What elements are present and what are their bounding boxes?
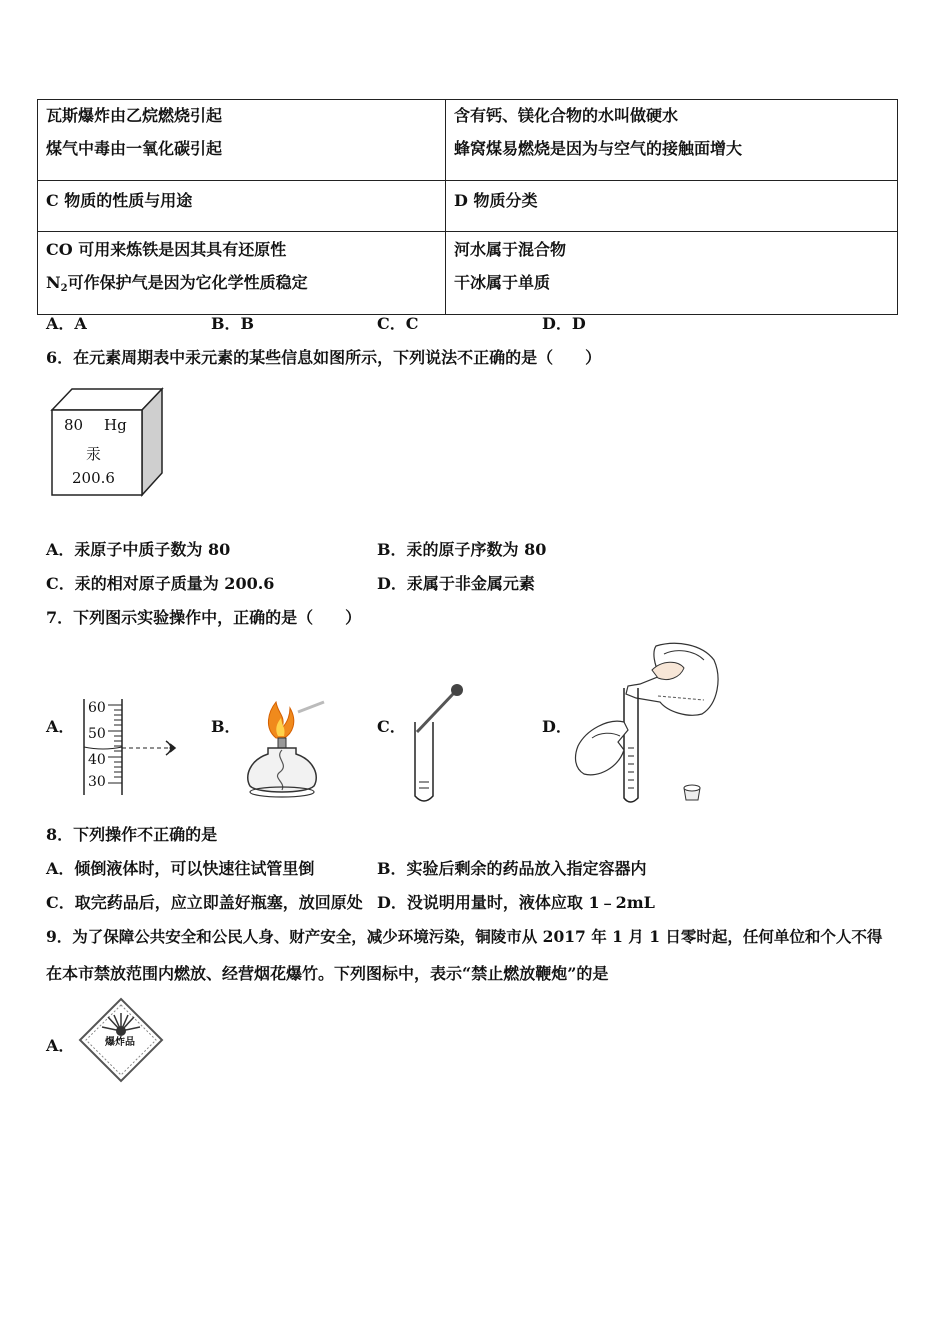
table-cell bbox=[38, 232, 446, 315]
q6-option-d[interactable]: D．汞属于非金属元素 bbox=[377, 574, 535, 593]
q8-stem: 8．下列操作不正确的是 bbox=[46, 825, 218, 844]
explosive-warning-sign bbox=[78, 997, 164, 1083]
q9-stem-line2: 在本市禁放范围内燃放、经营烟花爆竹。下列图标中，表示“禁止燃放鞭炮”的是 bbox=[46, 964, 609, 983]
graduated-cylinder-figure bbox=[78, 695, 188, 800]
q5-option-c[interactable]: C．C bbox=[377, 314, 419, 333]
element-cube-figure bbox=[48, 385, 168, 500]
cell-heading: C 物质的性质与用途 bbox=[46, 191, 193, 210]
tick-label: 50 bbox=[88, 726, 106, 742]
q5-option-a[interactable]: A．A bbox=[46, 314, 87, 333]
table-row bbox=[38, 232, 898, 315]
q6-option-a[interactable]: A．汞原子中质子数为 80 bbox=[46, 540, 231, 559]
cell-heading: D 物质分类 bbox=[454, 191, 538, 210]
q8-option-b[interactable]: B．实验后剩余的药品放入指定容器内 bbox=[377, 859, 647, 878]
q6-option-b[interactable]: B．汞的原子序数为 80 bbox=[377, 540, 547, 559]
cell-line: 干冰属于单质 bbox=[454, 273, 551, 292]
cell-line: CO 可用来炼铁是因其具有还原性 bbox=[46, 240, 287, 259]
q7-label-a[interactable]: A． bbox=[46, 717, 75, 736]
cell-line: 河水属于混合物 bbox=[454, 240, 567, 259]
table-cell bbox=[38, 100, 446, 181]
cell-line: 含有钙、镁化合物的水叫做硬水 bbox=[454, 106, 679, 125]
cell-line: 瓦斯爆炸由乙烷燃烧引起 bbox=[46, 106, 223, 125]
q9-stem-line1: 9．为了保障公共安全和公民人身、财产安全，减少环境污染，铜陵市从 2017 年 1 月 1 日零时起，任何单位和个人不得 bbox=[46, 927, 883, 946]
q7-label-b[interactable]: B． bbox=[211, 717, 241, 736]
q8-option-d[interactable]: D．没说明用量时，液体应取 1﹣2mL bbox=[377, 893, 655, 912]
q7-stem: 7．下列图示实验操作中，正确的是（ ） bbox=[46, 608, 362, 627]
sign-text: 爆炸品 bbox=[105, 1037, 135, 1048]
cell-line: 煤气中毒由一氧化碳引起 bbox=[46, 139, 223, 158]
element-name: 汞 bbox=[86, 445, 102, 463]
table-row bbox=[38, 181, 898, 232]
knowledge-table bbox=[37, 99, 898, 315]
q5-option-b[interactable]: B．B bbox=[211, 314, 255, 333]
q6-stem: 6．在元素周期表中汞元素的某些信息如图所示，下列说法不正确的是（ ） bbox=[46, 348, 602, 367]
table-cell bbox=[446, 100, 898, 181]
q8-option-a[interactable]: A．倾倒液体时，可以快速往试管里倒 bbox=[46, 859, 315, 878]
tick-label: 30 bbox=[88, 774, 106, 790]
element-number: 80 bbox=[64, 416, 84, 434]
cell-line: 蜂窝煤易燃烧是因为与空气的接触面增大 bbox=[454, 139, 743, 158]
tick-label: 60 bbox=[88, 700, 106, 716]
q5-option-d[interactable]: D．D bbox=[542, 314, 586, 333]
table-cell bbox=[38, 181, 446, 232]
cell-line: $N_2$可作保护气是因为它化学性质稳定 bbox=[46, 273, 308, 294]
q6-option-c[interactable]: C．汞的相对原子质量为 200.6 bbox=[46, 574, 275, 593]
element-symbol: Hg bbox=[104, 416, 127, 434]
q7-label-c[interactable]: C． bbox=[377, 717, 406, 736]
element-mass: 200.6 bbox=[72, 469, 115, 487]
q7-label-d[interactable]: D． bbox=[542, 717, 572, 736]
q9-option-a[interactable]: A． bbox=[46, 1036, 75, 1055]
q8-option-c[interactable]: C．取完药品后，应立即盖好瓶塞，放回原处 bbox=[46, 893, 363, 912]
table-row bbox=[38, 100, 898, 181]
tick-label: 40 bbox=[88, 752, 106, 768]
pouring-liquid-figure bbox=[572, 638, 727, 810]
table-cell bbox=[446, 181, 898, 232]
alcohol-lamp-figure bbox=[238, 698, 328, 802]
dropper-testtube-figure bbox=[405, 682, 475, 807]
table-cell bbox=[446, 232, 898, 315]
